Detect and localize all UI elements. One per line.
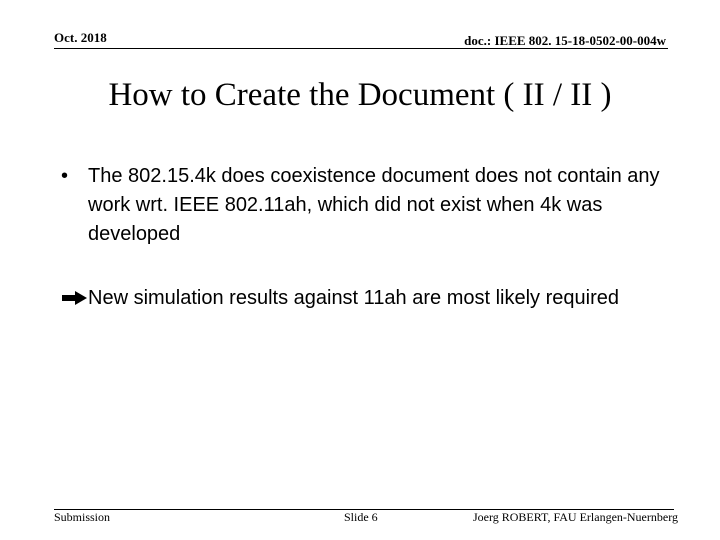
bullet-text: The 802.15.4k does coexistence document does not contain any work wrt. IEEE 802.11ah, which did not exist when 4k was developed	[88, 165, 660, 245]
bullet-symbol: •	[61, 165, 69, 187]
arrow-paragraph	[61, 284, 661, 313]
bullet-item	[61, 162, 661, 249]
footer-submission: Submission	[54, 510, 111, 524]
header-date: Oct. 2018	[54, 30, 107, 45]
footer-slide-number: Slide 6	[344, 510, 378, 524]
footer-author: Joerg ROBERT, FAU Erlangen-Nuernberg	[472, 510, 678, 524]
slide-title: How to Create the Document ( II / II )	[108, 77, 612, 113]
right-arrow-icon	[61, 286, 88, 302]
arrow-text: New simulation results against 11ah are most likely required	[88, 287, 619, 309]
header-doc-id: doc.: IEEE 802. 15-18-0502-00-004w	[464, 33, 666, 48]
header-divider	[54, 48, 668, 49]
